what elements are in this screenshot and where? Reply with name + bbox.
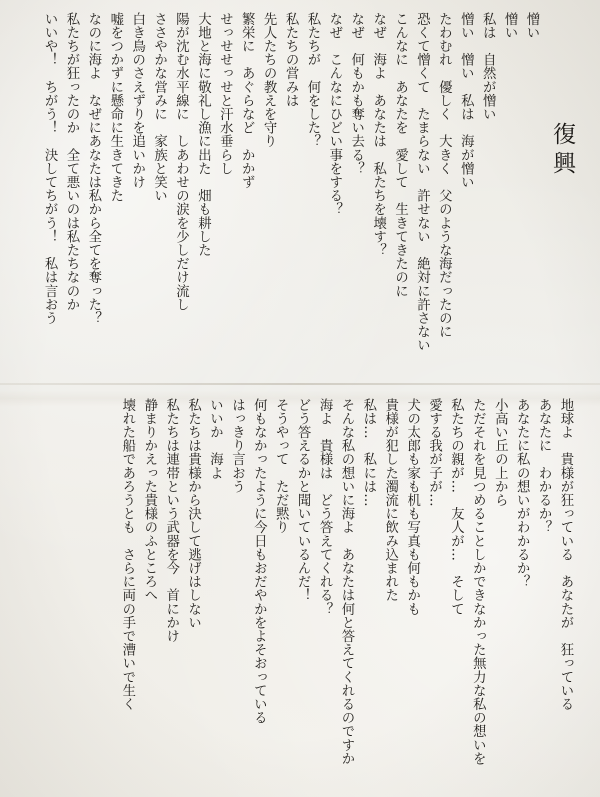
verse-line: なぜ 海よ あなたは 私たちを壊す？: [370, 12, 386, 257]
verse-line: そうやって ただ黙り: [273, 398, 289, 534]
verse-line: 貴様が犯した濁流に飲み込まれた: [382, 398, 398, 602]
verse-line: 憎い: [502, 12, 518, 40]
verse-line: 憎い: [524, 12, 539, 40]
upper-verse-block: [38, 12, 542, 362]
verse-line: 私たちが狂ったのか 全て悪いのは私たちなのか: [63, 12, 79, 312]
verse-line: ささやかな営みに 家族と笑い: [151, 12, 167, 203]
verse-line: 先人たちの教えを守り: [261, 12, 277, 148]
verse-line: 私は 自然が憎い: [480, 12, 496, 121]
poem-title: 復興: [549, 122, 575, 180]
verse-line: 私たちが 何をした？: [304, 12, 320, 148]
verse-line: そんな私の想いに海よ あなたは何と答えてくれるのですか: [338, 398, 354, 766]
fold-line: [0, 383, 600, 385]
verse-line: 小高い丘の上から: [492, 398, 508, 507]
verse-line: いいや！ ちがう！ 決してちがう！ 私は言おう: [42, 12, 58, 325]
verse-line: 私たちは貴様から決して逃げはしない: [185, 398, 201, 630]
verse-line: なぜ こんなにひどい事をする？: [326, 12, 342, 216]
verse-line: たわむれ 優しく 大きく 父のような海だったのに: [436, 12, 452, 339]
verse-line: 白き鳥のさえずりを追いかけ: [129, 12, 145, 189]
verse-line: 私たちの親が… 友人が… そして: [448, 398, 464, 616]
verse-line: 大地と海に敬礼し漁に出た 畑も耕した: [195, 12, 211, 257]
verse-line: 地球よ 貴様が狂っている あなたが 狂っている: [558, 398, 573, 711]
verse-line: いいか 海よ: [207, 398, 223, 480]
verse-line: 犬の太郎も家も机も写真も何もかも: [404, 398, 420, 616]
verse-line: 海よ 貴様は どう答えてくれる？: [317, 398, 333, 616]
verse-line: 嘘をつかずに懸命に生きてきた: [107, 12, 123, 203]
verse-line: こんなに あなたを 愛して 生きてきたのに: [392, 12, 408, 298]
verse-line: なぜ 何もかも奪い去る？: [348, 12, 364, 176]
verse-line: 私たちは連帯という武器を今 首にかけ: [163, 398, 179, 643]
verse-line: 私たちの営みは: [283, 12, 299, 108]
verse-line: はっきり言おう: [229, 398, 245, 494]
verse-line: 何もなかったように今日もおだやかをよそおっている: [251, 398, 267, 725]
verse-line: 憎い 憎い 私は 海が憎い: [458, 12, 474, 189]
verse-line: どう答えるかと聞いているんだ！: [295, 398, 311, 602]
lower-verse-block: [116, 398, 576, 788]
verse-line: 繁栄に あぐらなど かかず: [239, 12, 255, 189]
verse-line: なのに海よ なぜにあなたは私から全てを奪った？: [85, 12, 101, 325]
verse-line: 私は… 私には…: [360, 398, 376, 507]
verse-line: 恐くて憎くて たまらない 許せない 絶対に許さない: [414, 12, 430, 352]
verse-line: ただそれを見つめることしかできなかった無力な私の想いを: [470, 398, 486, 766]
verse-line: せっせせっせと汗水垂らし: [217, 12, 233, 176]
verse-line: あなたに わかるか？: [536, 398, 552, 534]
verse-line: 静まりかえった貴様のふところへ: [141, 398, 157, 602]
verse-line: 愛する我が子が…: [426, 398, 442, 507]
verse-line: 陽が沈む水平線に しあわせの涙を少しだけ流し: [173, 12, 189, 312]
verse-line: あなたに私の想いがわかるか？: [514, 398, 530, 589]
verse-line: 壊れた船であろうとも さらに両の手で漕いで生く: [119, 398, 135, 711]
